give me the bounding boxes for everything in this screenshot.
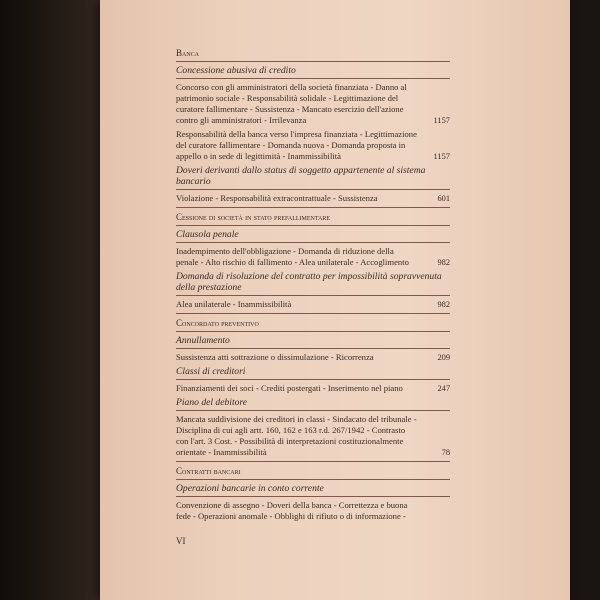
index-entry <box>176 193 450 204</box>
entry-page: 247 <box>437 384 450 393</box>
book-edge-shadow <box>0 0 100 600</box>
divider <box>176 496 450 497</box>
entry-text: Mancata suddivisione dei creditori in classi - Sindacato del tribunale - Disciplina di cui agli artt. 160, 162 e 163 r.d. 267/1942 - Contrasto con l'art. 3 Cost. - Possibilità di interpretazioni costituzionalmente orientate - Inammissibilità <box>176 414 417 457</box>
entry-text: Responsabilità della banca verso l'impresa finanziata - Legittimazione del curatore fallimentare - Domanda nuova - Domanda proposta in appello o in sede di legittimità - Inammissibilità <box>176 129 417 161</box>
index-entry <box>176 299 450 310</box>
divider <box>176 189 450 190</box>
index-entry <box>176 246 450 268</box>
section-title: Concordato preventivo <box>176 318 259 328</box>
subsection-heading: Clausola penale <box>176 229 239 240</box>
subsection-heading: Doveri derivanti dallo status di soggetto appartenente al sistema bancario <box>176 165 426 187</box>
index-entry <box>176 129 450 162</box>
divider <box>176 348 450 349</box>
subsection-heading: Piano del debitore <box>176 397 248 408</box>
entry-page: 601 <box>437 194 450 203</box>
divider <box>176 61 450 62</box>
divider <box>176 207 450 208</box>
entry-text: Concorso con gli amministratori della società finanziata - Danno al patrimonio sociale - Responsabilità solidale - Legittimazione del curatore fallimentare - Sussistenza - Mancato esercizio dell'azione contro gli amministratori - Irrilevanza <box>176 82 407 125</box>
divider <box>176 331 450 332</box>
entry-text: Alea unilaterale - Inammissibilità <box>176 299 292 309</box>
subsection-heading: Operazioni bancarie in conto corrente <box>176 483 324 494</box>
entry-page: 78 <box>441 448 450 457</box>
index-entry <box>176 82 450 126</box>
subsection-heading: Concessione abusiva di credito <box>176 65 296 76</box>
entry-text: Violazione - Responsabilità extracontrattuale - Sussistenza <box>176 193 378 203</box>
section-concordato <box>176 318 450 458</box>
section-contratti <box>176 466 450 522</box>
subsection-heading: Domanda di risoluzione del contratto per impossibilità sopravvenuta della prestazione <box>176 271 442 293</box>
divider <box>176 410 450 411</box>
section-title: Banca <box>176 48 200 58</box>
index-entry <box>176 383 450 394</box>
section-title: Contratti bancari <box>176 466 241 476</box>
section-title: Cessione di società in stato prefallimentare <box>176 212 331 222</box>
page-number: VI <box>176 536 186 546</box>
subsection-heading: Classi di creditori <box>176 366 246 377</box>
index-entry <box>176 414 450 458</box>
divider <box>176 379 450 380</box>
entry-text: Inadempimento dell'obbligazione - Domanda di riduzione della penale - Alto rischio di fallimento - Alea unilaterale - Accoglimento <box>176 246 409 267</box>
entry-page: 1157 <box>433 152 450 161</box>
entry-page: 1157 <box>433 116 450 125</box>
divider <box>176 295 450 296</box>
index-content <box>176 44 450 525</box>
entry-page: 209 <box>437 353 450 362</box>
divider <box>176 78 450 79</box>
index-entry <box>176 352 450 363</box>
subsection-heading: Annullamento <box>176 335 230 346</box>
entry-page: 982 <box>437 258 450 267</box>
entry-text: Convenzione di assegno - Doveri della banca - Correttezza e buona fede - Operazioni anomale - Obblighi di rifiuto o di informazione - <box>176 500 408 521</box>
divider <box>176 242 450 243</box>
entry-text: Finanziamenti dei soci - Crediti postergati - Inserimento nel piano <box>176 383 403 393</box>
divider <box>176 461 450 462</box>
entry-text: Sussistenza atti sottrazione o dissimulazione - Ricorrenza <box>176 352 374 362</box>
index-entry <box>176 500 450 522</box>
section-cessione <box>176 212 450 310</box>
divider <box>176 479 450 480</box>
section-banca <box>176 48 450 204</box>
divider <box>176 225 450 226</box>
entry-page: 982 <box>437 300 450 309</box>
divider <box>176 313 450 314</box>
